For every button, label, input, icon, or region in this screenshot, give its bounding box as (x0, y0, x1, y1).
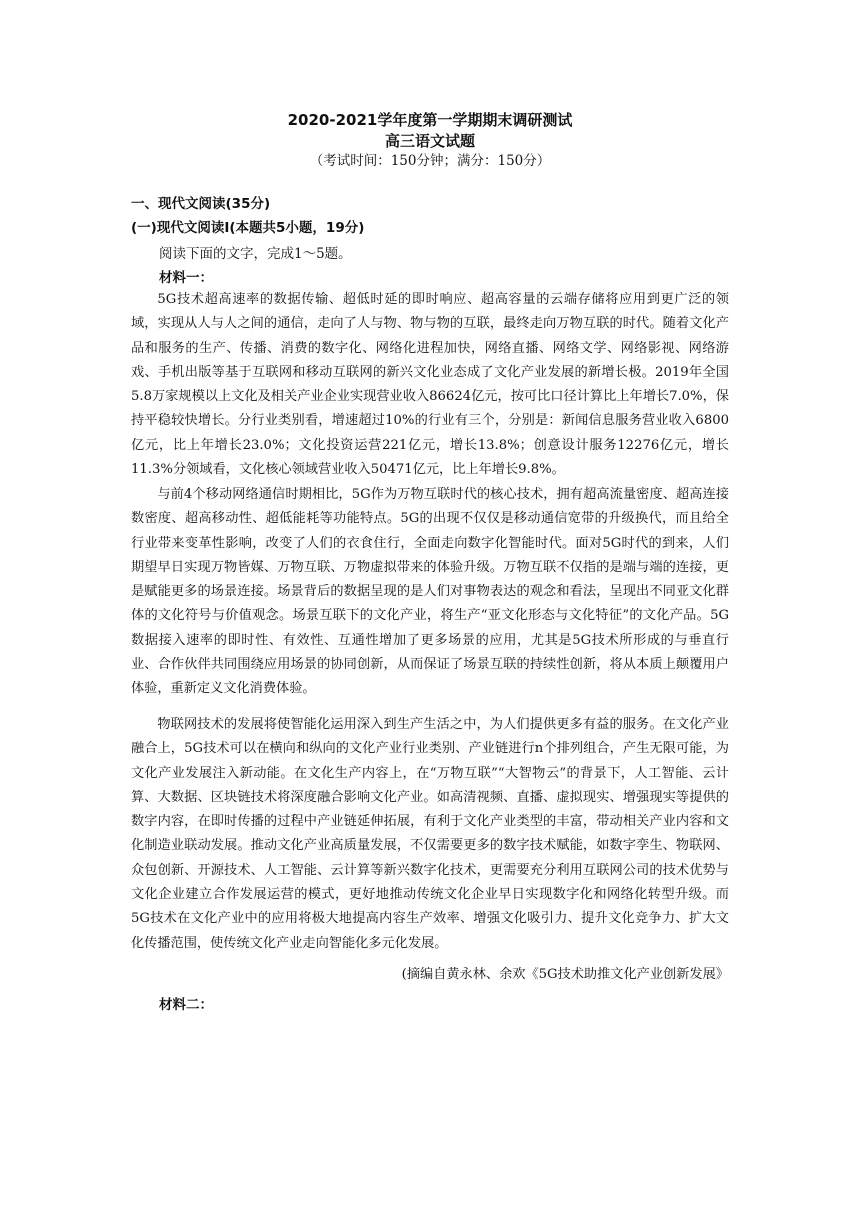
reading-instruction: 阅读下面的文字，完成1～5题。 (159, 246, 352, 262)
exam-subtitle: 高三语文试题 (384, 132, 475, 150)
material-1-label: 材料一： (159, 270, 213, 286)
exam-info: （考试时间：150分钟；满分：150分） (309, 153, 551, 169)
material-1-paragraph-2: 与前4个移动网络通信时期相比，5G作为万物互联时代的核心技术，拥有超高流量密度、超高连接数密度、超高移动性、超低能耗等功能特点。5G的出现不仅仅是移动通信宽带的升级换代，而且给全行业带来变革性影响，改变了人们的衣食住行，全面走向数字化智能时代。面对5G时代的到来，人们期望早日实现万物皆媒、万物互联、万物虚拟带来的体验升级。万物互联不仅指的是端与端的连接，更是赋能更多的场景连接。场景背后的数据呈现的是人们对事物表达的观念和看法，呈现出不同亚文化群体的文化符号与价值观念。场景互联下的文化产业，将生产“亚文化形态与文化特征”的文化产品。5G数据接入速率的即时性、有效性、互通性增加了更多场景的应用，尤其是5G技术所形成的与垂直行业、合作伙伴共同围绕应用场景的协同创新，从而保证了场景互联的持续性创新，将从本质上颠覆用户体验，重新定义文化消费体验。 (131, 487, 729, 697)
material-2-label: 材料二： (159, 997, 213, 1013)
section-heading: 一、现代文阅读(35分) (131, 196, 271, 212)
material-1-paragraph-3: 物联网技术的发展将使智能化运用深入到生产生活之中，为人们提供更多有益的服务。在文化产业融合上，5G技术可以在横向和纵向的文化产业行业类别、产业链进行n个排列组合，产生无限可能，为文化产业发展注入新动能。在文化生产内容上，在“万物互联”“大智物云”的背景下，人工智能、云计算、大数据、区块链技术将深度融合影响文化产业。如高清视频、直播、虚拟现实、增强现实等提供的数字内容，在即时传播的过程中产业链延伸拓展，有利于文化产业类型的丰富，带动相关产业内容和文化制造业联动发展。推动文化产业高质量发展，不仅需要更多的数字技术赋能，如数字孪生、物联网、众包创新、开源技术、人工智能、云计算等新兴数字化技术，更需要充分利用互联网公司的技术优势与文化企业建立合作发展运营的模式，更好地推动传统文化企业早日实现数字化和网络化转型升级。而5G技术在文化产业中的应用将极大地提高内容生产效率、增强文化吸引力、提升文化竞争力、扩大文化传播范围，使传统文化产业走向智能化多元化发展。 (131, 717, 729, 951)
material-1-paragraph-1: 5G技术超高速率的数据传输、超低时延的即时响应、超高容量的云端存储将应用到更广泛的领域，实现从人与人之间的通信，走向了人与物、物与物的互联，最终走向万物互联的时代。随着文化产品和服务的生产、传播、消费的数字化、网络化进程加快，网络直播、网络文学、网络影视、网络游戏、手机出版等基于互联网和移动互联网的新兴文化业态成了文化产业发展的新增长极。2019年全国5.8万家规模以上文化及相关产业企业实现营业收入86624亿元，按可比口径计算比上年增长7.0%，保持平稳较快增长。分行业类别看，增速超过10%的行业有三个，分别是：新闻信息服务营业收入6800亿元，比上年增长23.0%；文化投资运营221亿元，增长13.8%；创意设计服务12276亿元，增长11.3%分领域看，文化核心领域营业收入50471亿元，比上年增长9.8%。 (131, 292, 729, 478)
material-1-source: (摘编自黄永林、余欢《5G技术助推文化产业创新发展》 (401, 967, 729, 982)
exam-title: 2020-2021学年度第一学期期末调研测试 (287, 111, 573, 129)
subsection-heading: (一)现代文阅读Ⅰ(本题共5小题，19分) (131, 220, 365, 236)
